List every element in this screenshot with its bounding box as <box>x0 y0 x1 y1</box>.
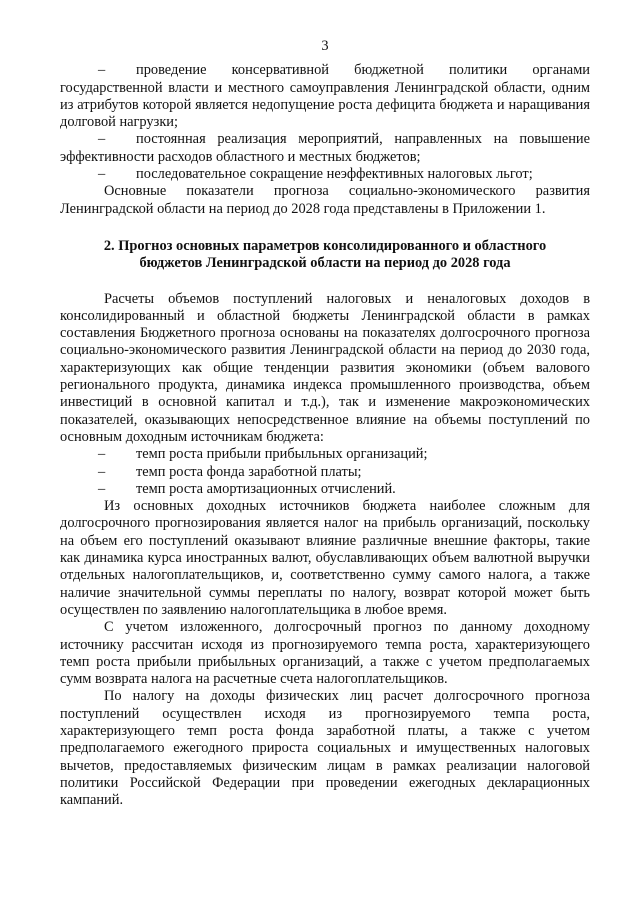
rate-item-text: темп роста прибыли прибыльных организаций; <box>136 446 428 463</box>
paragraph-4: По налогу на доходы физических лиц расчет долгосрочного прогноза поступлений осуществлен исходя из прогнозируемого темпа роста, характеризующего темп роста фонда заработной платы, а также с учетом предполагаемого ежегодного прироста социальных и имущественных налоговых вычетов, предоставляемых физическим лицам в рамках реализации налоговой политики Российской Федерации при проведении ежегодных декларационных кампаний. <box>60 688 590 809</box>
dash-bullet: – <box>98 166 106 183</box>
paragraph-1: Расчеты объемов поступлений налоговых и неналоговых доходов в консолидированный и областной бюджеты Ленинградской области в рамках составления Бюджетного прогноза основаны на показателях долгосрочного прогноза социально-экономического развития Ленинградской области на период до 2030 года, характеризующих как общие тенденции развития экономики (объем валового регионального продукта, динамика индекса промышленного производства, объем инвестиций в основной капитал и т.д.), так и изменение макроэкономических показателей, оказывающих непосредственное влияние на объемы поступлений по основным доходным источникам бюджета: <box>60 290 590 445</box>
intro-item-text: постоянная реализация мероприятий, направленных на повышение эффективности расходов областного и местных бюджетов; <box>60 131 590 165</box>
rate-item-1 <box>60 446 590 463</box>
intro-paragraph: Основные показатели прогноза социально-экономического развития Ленинградской области на период до 2028 года представлены в Приложении 1. <box>60 183 590 217</box>
paragraph-2: Из основных доходных источников бюджета наиболее сложным для долгосрочного прогнозирования является налог на прибыль организаций, поскольку на объем его поступлений оказывают влияние различные внешние факторы, такие как динамика курса иностранных валют, обуславливающих объем валютной выручки отдельных налогоплательщиков, и, соответственно сумму самого налога, а также наличие значительной суммы переплаты по налогу, возврат которой может быть осуществлен по заявлению налогоплательщика в любое время. <box>60 498 590 618</box>
rate-item-text: темп роста фонда заработной платы; <box>136 463 362 480</box>
rate-item-text: темп роста амортизационных отчислений. <box>136 480 396 497</box>
dash-bullet: – <box>98 480 106 497</box>
section-heading-line-1: 2. Прогноз основных параметров консолидированного и областного <box>103 237 547 254</box>
intro-item-1 <box>60 62 590 131</box>
dash-bullet: – <box>98 62 106 79</box>
intro-item-3 <box>60 166 590 183</box>
intro-item-2 <box>60 131 590 166</box>
rate-item-3 <box>60 481 590 498</box>
rate-item-2 <box>60 464 590 481</box>
page-number: 3 <box>321 38 329 54</box>
paragraph-3: С учетом изложенного, долгосрочный прогноз по данному доходному источнику рассчитан исходя из прогнозируемого темпа роста, характеризующего темп роста прибыли прибыльных организаций, а также с учетом предполагаемых сумм возврата налога на расчетные счета налогоплательщиков. <box>60 619 590 688</box>
intro-item-text: последовательное сокращение неэффективных налоговых льгот; <box>136 166 533 183</box>
dash-bullet: – <box>98 446 106 463</box>
intro-item-text: проведение консервативной бюджетной политики органами государственной власти и местного самоуправления Ленинградской области, одним из атрибутов которой является недопущение роста дефицита бюджета и наращивания долговой нагрузки; <box>60 62 590 131</box>
dash-bullet: – <box>98 463 106 480</box>
dash-bullet: – <box>98 131 106 148</box>
section-heading <box>60 238 590 273</box>
section-heading-line-2: бюджетов Ленинградской области на период до 2028 года <box>139 255 511 272</box>
